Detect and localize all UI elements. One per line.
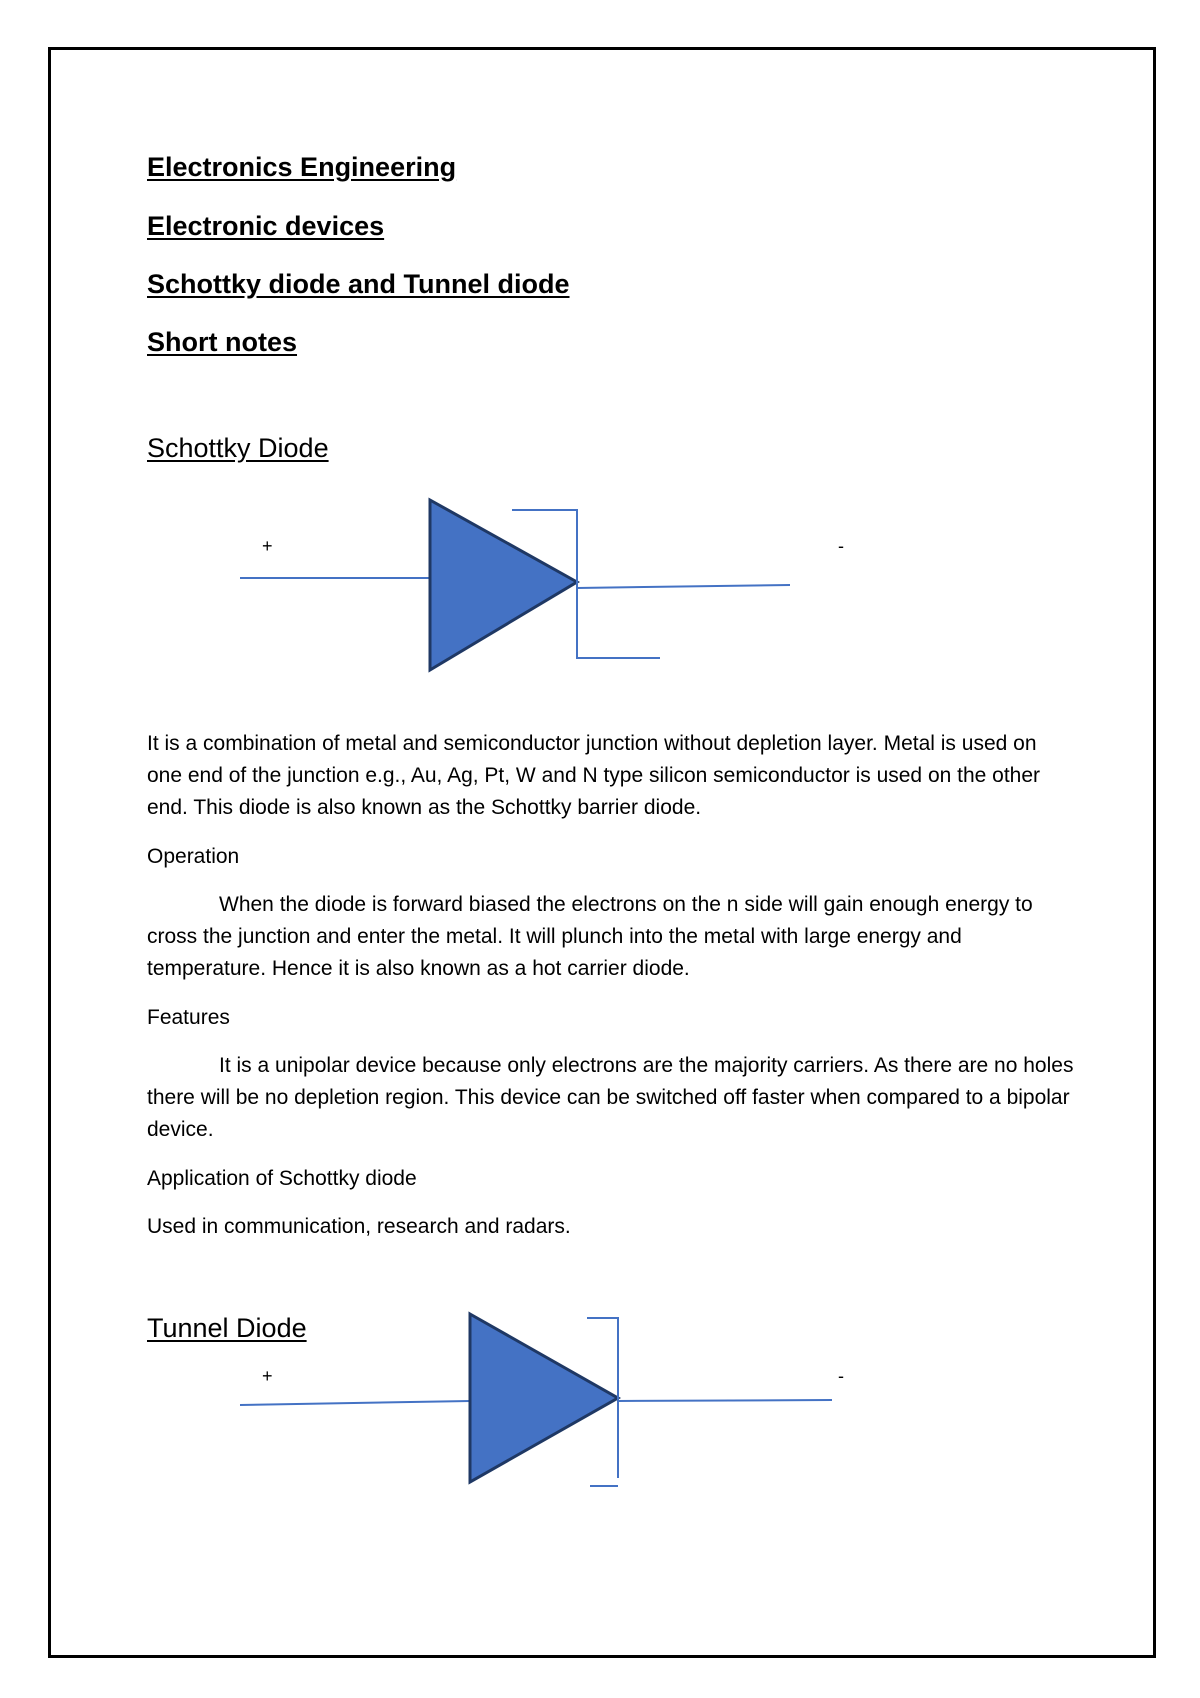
- heading-topic: Electronic devices: [147, 211, 385, 241]
- features-heading: Features: [147, 1006, 230, 1029]
- heading-kind: Short notes: [147, 327, 298, 357]
- tunnel-diode-symbol: [0, 1300, 1200, 1500]
- application-heading: Application of Schottky diode: [147, 1167, 417, 1190]
- schottky-plus-label: +: [262, 536, 273, 556]
- schottky-section-title: Schottky Diode: [147, 433, 329, 463]
- tunnel-cathode-wire: [618, 1400, 832, 1401]
- schottky-cathode-wire: [577, 585, 790, 588]
- schottky-intro: It is a combination of metal and semiconductor junction without depletion layer. Metal is used on one end of the junction e.g., Au, Ag, Pt, W and N type silicon semiconductor is used on the other end. This diode is also known as the Schottky barrier diode.: [147, 732, 1041, 819]
- heading-subject: Electronics Engineering: [147, 152, 457, 182]
- schottky-diode-symbol: [0, 490, 1200, 680]
- tunnel-minus-label: -: [838, 1366, 844, 1386]
- tunnel-section-title: Tunnel Diode: [147, 1313, 307, 1343]
- schottky-triangle: [430, 500, 577, 670]
- tunnel-anode-wire: [240, 1401, 470, 1405]
- operation-text: When the diode is forward biased the electrons on the n side will gain enough energy to cross the junction and enter the metal. It will plunch into the metal with large energy and temperature. Hence it is also known as a hot carrier diode.: [147, 893, 1033, 980]
- tunnel-plus-label: +: [262, 1366, 273, 1386]
- features-text: It is a unipolar device because only electrons are the majority carriers. As there are no holes there will be no depletion region. This device can be switched off faster when compared to a bipolar device.: [147, 1054, 1074, 1141]
- tunnel-triangle: [470, 1314, 618, 1482]
- operation-heading: Operation: [147, 845, 240, 868]
- application-text: Used in communication, research and radars.: [147, 1215, 571, 1238]
- heading-title: Schottky diode and Tunnel diode: [147, 269, 570, 299]
- schottky-minus-label: -: [838, 536, 844, 556]
